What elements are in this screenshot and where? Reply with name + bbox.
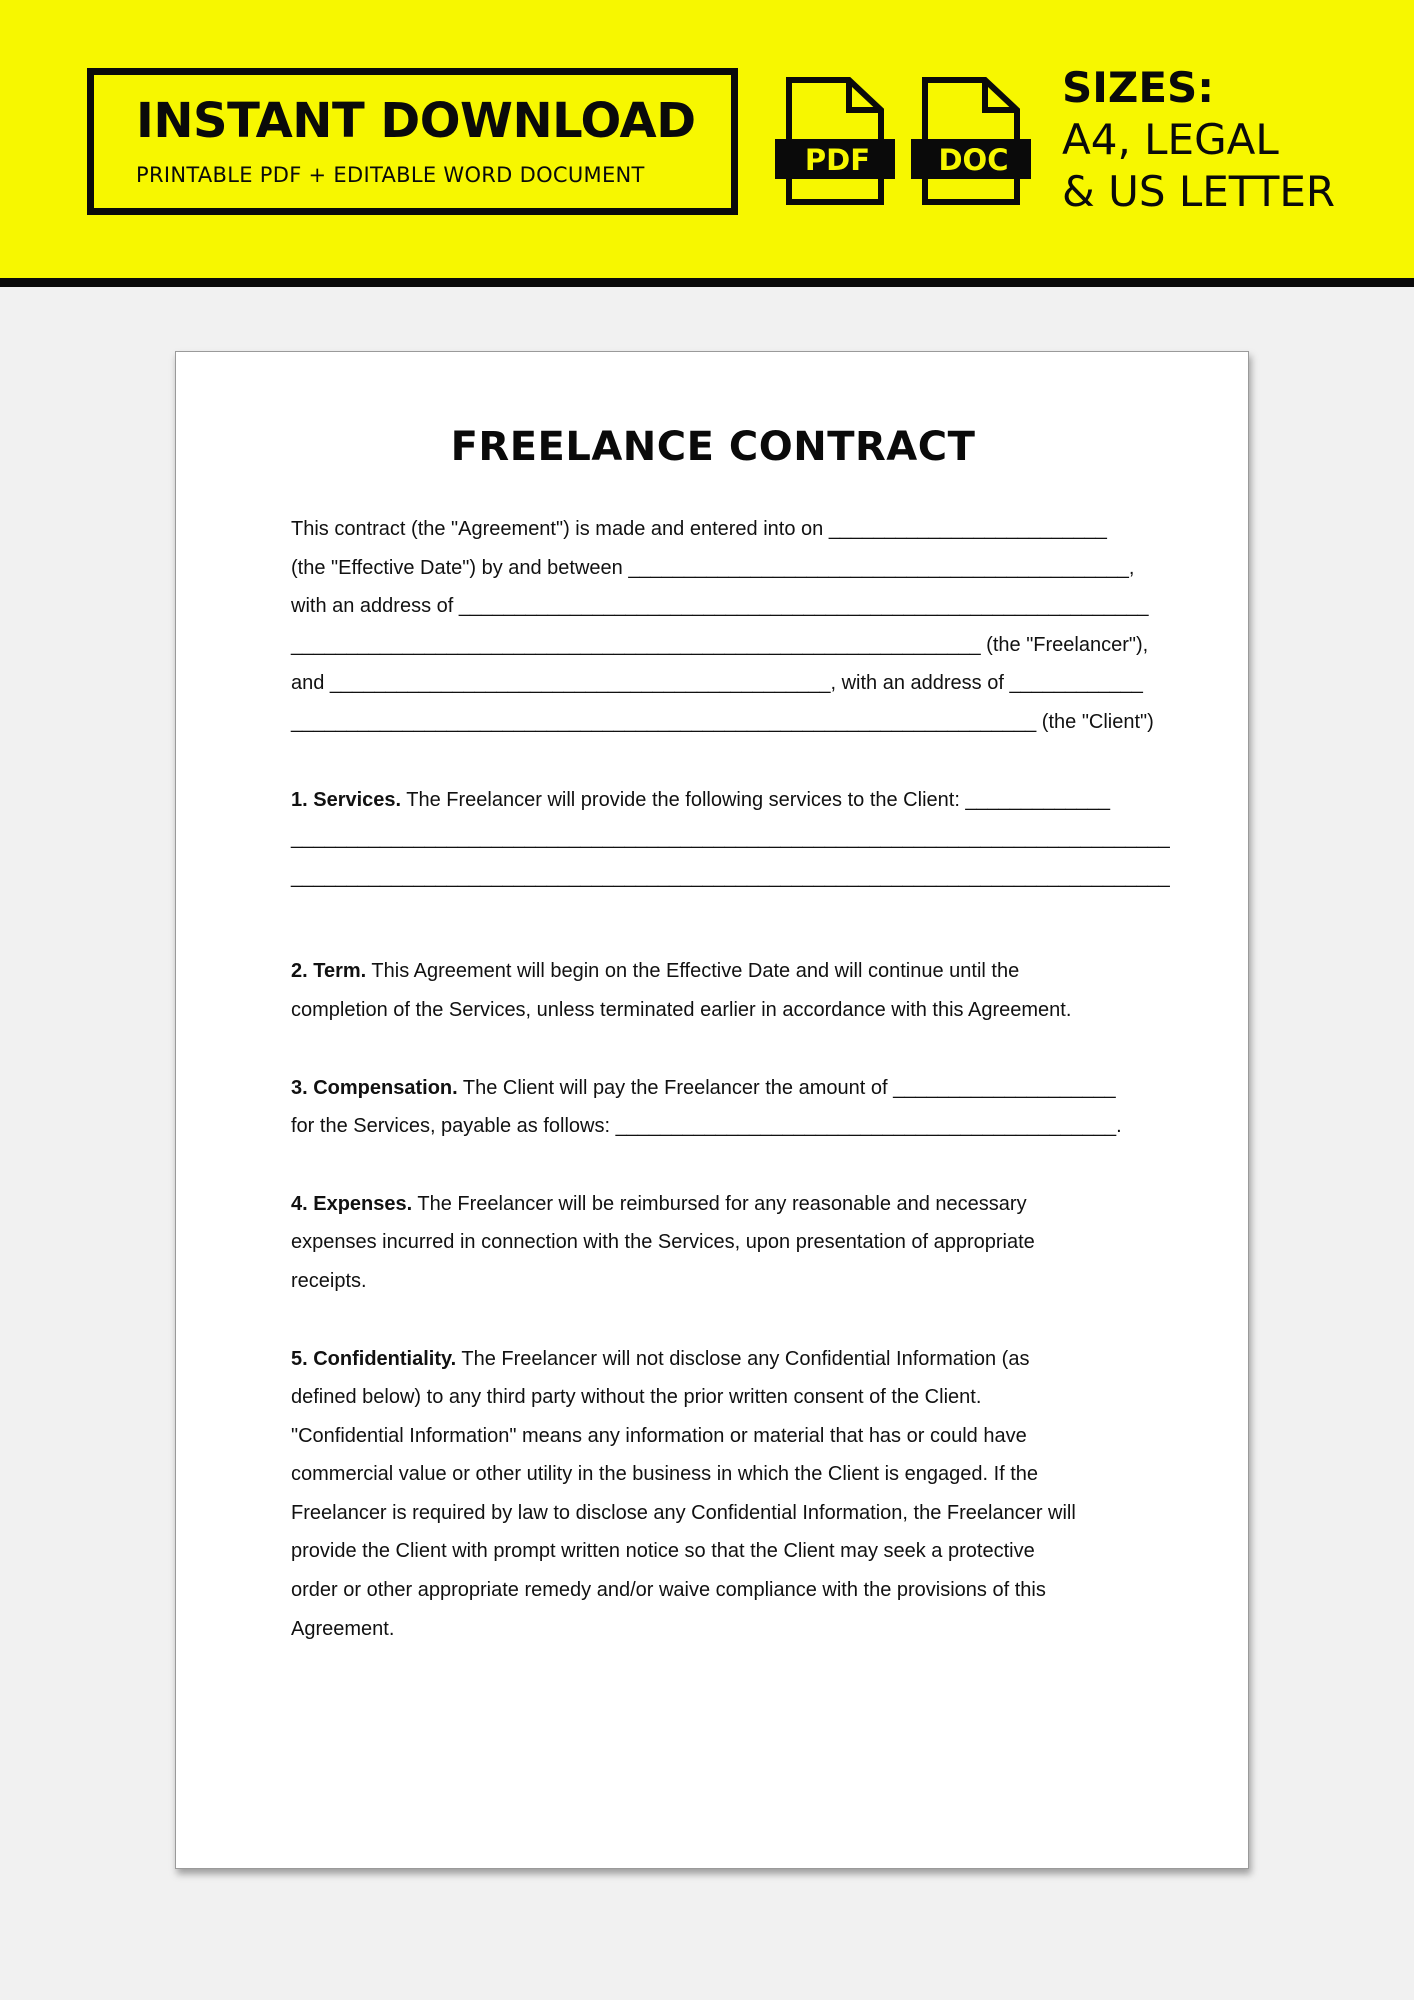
doc-label: DOC	[938, 143, 1009, 177]
compensation-text: The Client will pay the Freelancer the amount of ____________________	[457, 1076, 1116, 1099]
sizes-line-1: A4, LEGAL	[1062, 115, 1279, 164]
intro-line: ___________________________________________________________________ (the "Client")	[291, 710, 1154, 733]
term-text: This Agreement will begin on the Effective Date and will continue until the	[366, 960, 1020, 983]
intro-line: and _____________________________________________, with an address of ____________	[291, 672, 1143, 695]
intro-line: (the "Effective Date") by and between _____________________________________________,	[291, 556, 1135, 579]
services-line	[291, 781, 1141, 820]
instant-download-subtitle: PRINTABLE PDF + EDITABLE WORD DOCUMENT	[136, 163, 645, 187]
pdf-file-icon	[775, 77, 900, 205]
sizes-line-2: & US LETTER	[1062, 167, 1336, 216]
services-line: _______________________________________________________________________________	[291, 827, 1170, 850]
intro-line: with an address of ______________________________________________________________	[291, 595, 1149, 618]
instant-download-title: INSTANT DOWNLOAD	[136, 93, 696, 149]
term-heading: 2. Term.	[291, 960, 367, 983]
intro-line: ______________________________________________________________ (the "Freelancer"),	[291, 633, 1149, 656]
pdf-label: PDF	[804, 143, 871, 177]
term-line: completion of the Services, unless terminated earlier in accordance with this Agreement.	[291, 998, 1072, 1021]
compensation-heading: 3. Compensation.	[291, 1076, 458, 1099]
confidentiality-line: order or other appropriate remedy and/or waive compliance with the provisions of this	[291, 1579, 1046, 1602]
compensation-line	[291, 1069, 1141, 1108]
expenses-line	[291, 1185, 1141, 1224]
confidentiality-section	[291, 1340, 1141, 1649]
confidentiality-line: Agreement.	[291, 1617, 395, 1640]
expenses-line: expenses incurred in connection with the Services, upon presentation of appropriate	[291, 1231, 1035, 1254]
confidentiality-line: defined below) to any third party without the prior written consent of the Client.	[291, 1386, 982, 1409]
services-heading: 1. Services.	[291, 788, 402, 811]
expenses-text: The Freelancer will be reimbursed for any reasonable and necessary	[412, 1192, 1027, 1215]
term-section	[291, 952, 1141, 1029]
promo-banner	[0, 0, 1414, 287]
confidentiality-line: "Confidential Information" means any information or material that has or could have	[291, 1424, 1027, 1447]
doc-file-icon	[911, 77, 1036, 205]
sizes-label: SIZES:	[1062, 63, 1215, 112]
expenses-section	[291, 1185, 1141, 1301]
instant-download-box	[87, 68, 738, 215]
document-body	[291, 510, 1170, 1687]
confidentiality-line: commercial value or other utility in the business in which the Client is engaged. If the	[291, 1463, 1039, 1486]
services-line: _______________________________________________________________________________	[291, 865, 1170, 888]
intro-paragraph	[291, 510, 1154, 742]
services-section	[291, 781, 1170, 897]
confidentiality-line	[291, 1340, 1141, 1379]
confidentiality-text: The Freelancer will not disclose any Confidential Information (as	[456, 1347, 1030, 1370]
document-title: FREELANCE CONTRACT	[450, 424, 976, 470]
term-line	[291, 952, 1141, 991]
expenses-heading: 4. Expenses.	[291, 1192, 413, 1215]
sizes-info	[1062, 62, 1335, 218]
compensation-section	[291, 1069, 1141, 1146]
confidentiality-line: provide the Client with prompt written notice so that the Client may seek a protective	[291, 1540, 1035, 1563]
confidentiality-heading: 5. Confidentiality.	[291, 1347, 457, 1370]
confidentiality-line: Freelancer is required by law to disclose any Confidential Information, the Freelancer will	[291, 1501, 1076, 1524]
intro-line: This contract (the "Agreement") is made and entered into on _________________________	[291, 518, 1107, 540]
compensation-line: for the Services, payable as follows: _____________________________________________.	[291, 1115, 1122, 1138]
document-page	[175, 351, 1249, 1869]
services-text: The Freelancer will provide the following services to the Client: _____________	[401, 788, 1111, 811]
expenses-line: receipts.	[291, 1269, 367, 1292]
